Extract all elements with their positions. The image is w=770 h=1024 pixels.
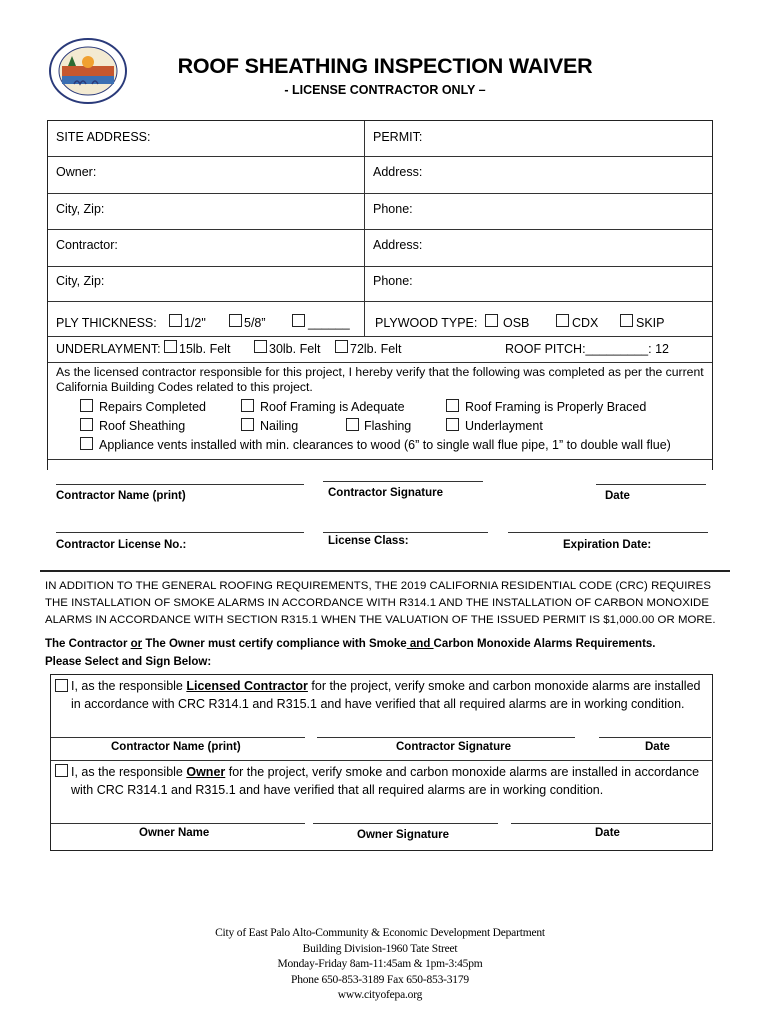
felt-30-label: 30lb. Felt (269, 342, 321, 356)
repairs-completed-label: Repairs Completed (99, 400, 206, 414)
roof-sheathing-checkbox[interactable] (80, 418, 93, 431)
skip-label: SKIP (636, 316, 665, 330)
smoke-alarm-notice: IN ADDITION TO THE GENERAL ROOFING REQUIREMENTS, THE 2019 CALIFORNIA RESIDENTIAL CODE (CRC) REQUIRES THE INSTALLATION OF SMOKE ALARMS IN ACCORDANCE WITH R314.1 AND THE INSTALLATION OF CARBON MONOXIDE ALARMS IN ACCORDANCE WITH SECTION R315.1 WHEN THE VALUATION OF THE ISSUED PERMIT IS $1,000.00 OR MORE. (45, 580, 716, 626)
ply-other-blank[interactable]: ______ (308, 316, 350, 330)
site-address-label[interactable]: SITE ADDRESS: (56, 130, 151, 144)
section-divider (40, 570, 730, 572)
expiration-date-label: Expiration Date: (563, 539, 652, 551)
owner-signature-line[interactable] (313, 823, 498, 824)
form-row-owner-city (48, 194, 712, 230)
plywood-type-label: PLYWOOD TYPE: (375, 316, 478, 330)
contractor-certify-line2: in accordance with CRC R314.1 and R315.1 and have verified that all required alarms are in working condition. (71, 697, 685, 711)
contractor-signature-line[interactable] (323, 481, 483, 482)
osb-checkbox[interactable] (485, 314, 498, 327)
owner-checkbox[interactable] (55, 764, 68, 777)
alarm-contractor-date-line[interactable] (599, 737, 711, 738)
form-row-ply (48, 302, 712, 337)
alarm-contractor-name-label: Contractor Name (print) (111, 741, 241, 753)
footer-phone: Phone 650-853-3189 Fax 650-853-3179 (291, 973, 469, 986)
permit-label[interactable]: PERMIT: (373, 130, 423, 144)
contractor-name-label: Contractor Name (print) (56, 490, 186, 502)
block-separator (51, 760, 713, 761)
felt-72-checkbox[interactable] (335, 340, 348, 353)
form-row-contractor-city (48, 267, 712, 302)
license-class-label: License Class: (328, 535, 409, 547)
department-footer (0, 926, 760, 1004)
verify-section (48, 363, 712, 460)
permit-info-form (47, 120, 713, 551)
owner-name-label: Owner Name (139, 827, 210, 839)
contractor-name-line[interactable] (56, 484, 304, 485)
repairs-completed-checkbox[interactable] (80, 399, 93, 412)
owner-address-label[interactable]: Address: (373, 165, 423, 179)
ply-half-label: 1/2" (184, 316, 206, 330)
contractor-label[interactable]: Contractor: (56, 238, 118, 252)
contractor-date-label: Date (605, 490, 630, 502)
osb-label: OSB (503, 316, 530, 330)
license-no-line[interactable] (56, 532, 304, 533)
felt-15-checkbox[interactable] (164, 340, 177, 353)
form-row-owner (48, 157, 712, 194)
form-title: ROOF SHEATHING INSPECTION WAIVER (177, 54, 593, 78)
roof-pitch-field[interactable]: ROOF PITCH:_________: 12 (505, 342, 669, 356)
skip-checkbox[interactable] (620, 314, 633, 327)
owner-signature-label: Owner Signature (357, 829, 450, 841)
ply-five-eighths-label: 5/8” (244, 316, 266, 330)
roof-sheathing-label: Roof Sheathing (99, 419, 186, 433)
roof-framing-adequate-label: Roof Framing is Adequate (260, 400, 405, 414)
felt-15-label: 15lb. Felt (179, 342, 231, 356)
contractor-signature-label: Contractor Signature (328, 487, 444, 499)
footer-website[interactable]: www.cityofepa.org (337, 989, 423, 1001)
underlayment-checkbox[interactable] (446, 418, 459, 431)
owner-name-line[interactable] (51, 823, 305, 824)
owner-certify-line2: with CRC R314.1 and R315.1 and have verified that all required alarms are in working condition. (71, 783, 604, 797)
contractor-address-label[interactable]: Address: (373, 238, 423, 252)
owner-label[interactable]: Owner: (56, 165, 97, 179)
form-row-underlayment (48, 337, 712, 363)
roof-framing-braced-checkbox[interactable] (446, 399, 459, 412)
alarm-contractor-name-line[interactable] (51, 737, 305, 738)
alarm-contractor-signature-line[interactable] (317, 737, 575, 738)
owner-certify-line1: I, as the responsible Owner for the project, verify smoke and carbon monoxide alarms are installed in accordance (71, 765, 700, 779)
cdx-checkbox[interactable] (556, 314, 569, 327)
alarm-contractor-signature-label: Contractor Signature (396, 741, 512, 753)
roof-framing-adequate-checkbox[interactable] (241, 399, 254, 412)
alarm-contractor-date-label: Date (645, 741, 670, 753)
ply-other-checkbox[interactable] (292, 314, 305, 327)
owner-date-line[interactable] (511, 823, 711, 824)
appliance-vents-label: Appliance vents installed with min. clearances to wood (6” to single wall flue pipe, 1” to double wall flue) (99, 438, 671, 452)
contractor-certify-line1: I, as the responsible Licensed Contractor for the project, verify smoke and carbon monoxide alarms are installed (71, 679, 701, 693)
form-row-site (48, 121, 712, 157)
contractor-city-zip-label[interactable]: City, Zip: (56, 274, 105, 288)
certify-instructions (45, 635, 656, 671)
footer-hours: Monday-Friday 8am-11:45am & 1pm-3:45pm (277, 958, 483, 970)
appliance-vents-checkbox[interactable] (80, 437, 93, 450)
ply-thickness-label: PLY THICKNESS: (56, 316, 157, 330)
owner-city-zip-label[interactable]: City, Zip: (56, 202, 105, 216)
licensed-contractor-checkbox[interactable] (55, 679, 68, 692)
ply-half-checkbox[interactable] (169, 314, 182, 327)
license-no-label: Contractor License No.: (56, 539, 187, 551)
verify-statement: As the licensed contractor responsible for this project, I hereby verify that the following was completed as per the current California Building Codes related to this project. (56, 365, 704, 394)
certify-line-2: Please Select and Sign Below: (45, 656, 212, 668)
nailing-label: Nailing (260, 419, 299, 433)
felt-72-label: 72lb. Felt (350, 342, 402, 356)
owner-date-label: Date (595, 827, 620, 839)
certify-line-1: The Contractor or The Owner must certify compliance with Smoke and Carbon Monoxide Alarms Requirements. (45, 638, 656, 650)
form-subtitle: - LICENSE CONTRACTOR ONLY – (284, 83, 486, 97)
underlayment-check-label: Underlayment (465, 419, 543, 433)
felt-30-checkbox[interactable] (254, 340, 267, 353)
owner-phone-label[interactable]: Phone: (373, 202, 413, 216)
expiration-date-line[interactable] (508, 532, 708, 533)
footer-department: City of East Palo Alto-Community & Economic Development Department (215, 927, 545, 939)
nailing-checkbox[interactable] (241, 418, 254, 431)
flashing-label: Flashing (364, 419, 412, 433)
ply-five-eighths-checkbox[interactable] (229, 314, 242, 327)
contractor-phone-label[interactable]: Phone: (373, 274, 413, 288)
roof-framing-braced-label: Roof Framing is Properly Braced (465, 400, 647, 414)
cdx-label: CDX (572, 316, 599, 330)
footer-address: Building Division-1960 Tate Street (302, 942, 458, 955)
form-row-contractor (48, 230, 712, 267)
contractor-date-line[interactable] (596, 484, 706, 485)
underlayment-label: UNDERLAYMENT: (56, 342, 161, 356)
flashing-checkbox[interactable] (346, 418, 359, 431)
license-class-line[interactable] (323, 532, 488, 533)
alarm-certification-box (50, 674, 713, 851)
